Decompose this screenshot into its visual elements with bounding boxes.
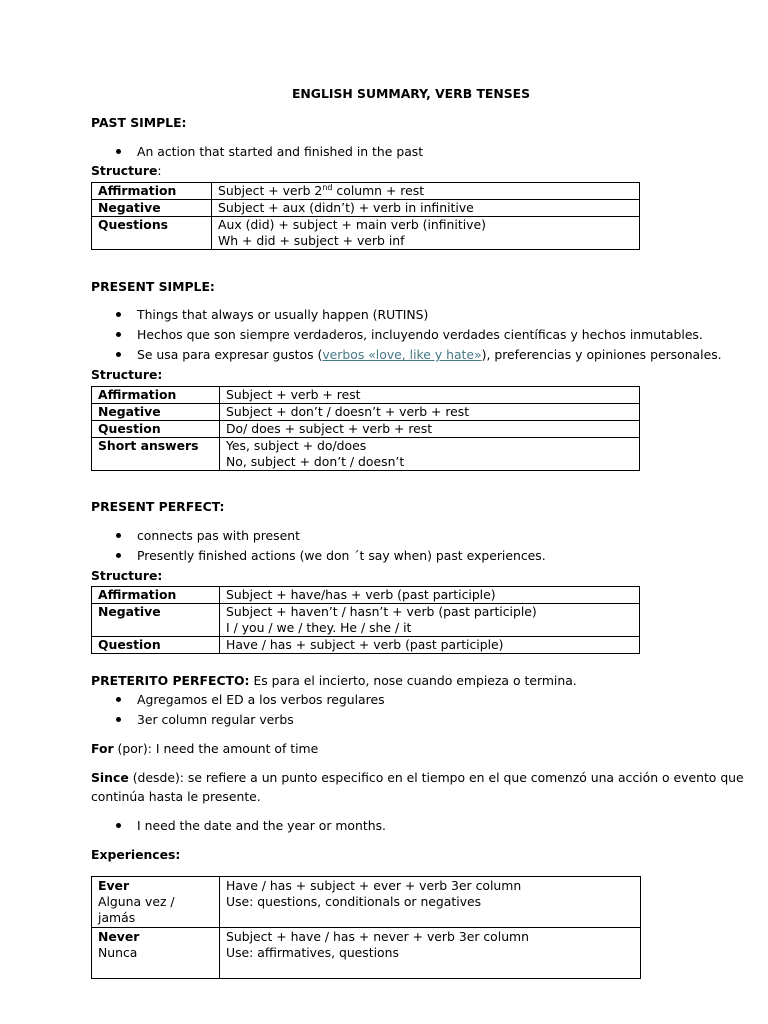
document-title: ENGLISH SUMMARY, VERB TENSES	[291, 86, 531, 101]
table-row	[92, 404, 640, 421]
table-row	[92, 637, 640, 654]
present-simple-heading: PRESENT SIMPLE:	[91, 279, 215, 294]
preterito-perfecto-label: PRETERITO PERFECTO:	[91, 673, 250, 688]
table-row	[92, 928, 641, 979]
affirmation-text-rest: column + rest	[332, 183, 425, 198]
row-label: Negative	[98, 404, 161, 419]
for-text: (por): I need the amount of time	[113, 741, 319, 756]
row-label: Question	[98, 637, 161, 652]
bullet-text: Se usa para expresar gustos (	[137, 347, 323, 362]
row-value-line: Yes, subject + do/does	[226, 438, 367, 453]
row-value-line: Subject + haven’t / hasn’t + verb (past participle)	[226, 604, 537, 619]
row-sublabel: Nunca	[98, 945, 138, 960]
row-value-line: Subject + have/has + verb (past participle)	[226, 587, 496, 602]
preterito-perfecto-bullets	[91, 692, 385, 732]
row-label-cell	[92, 404, 220, 421]
row-value	[220, 877, 641, 928]
list-item: Hechos que son siempre verdaderos, incluyendo verdades científicas y hechos inmutables.	[91, 327, 722, 347]
since-bullets	[91, 818, 386, 838]
row-value	[220, 587, 640, 604]
row-label: Affirmation	[98, 387, 177, 402]
table-row	[92, 877, 641, 928]
row-label-cell	[92, 387, 220, 404]
list-item: Things that always or usually happen (RUTINS)	[91, 307, 722, 327]
since-text: (desde): se refiere a un punto especifico en el tiempo en el que comenzó una acción o evento que	[128, 770, 744, 785]
row-label-cell	[92, 928, 220, 979]
row-label-cell	[92, 587, 220, 604]
row-label-cell	[92, 604, 220, 637]
row-value	[212, 217, 640, 250]
row-value-line: Have / has + subject + ever + verb 3er column	[226, 878, 522, 893]
row-value-line: No, subject + don’t / doesn’t	[226, 454, 405, 469]
since-line-2: continúa hasta le presente.	[91, 789, 261, 804]
superscript: nd	[322, 182, 333, 192]
row-value-line: Subject + verb + rest	[226, 387, 361, 402]
row-value	[220, 928, 641, 979]
present-simple-structure-label: Structure:	[91, 367, 163, 382]
row-value-line: Subject + don’t / doesn’t + verb + rest	[226, 404, 470, 419]
row-value-line: Do/ does + subject + verb + rest	[226, 421, 433, 436]
row-label: Question	[98, 421, 161, 436]
row-value-line: Use: affirmatives, questions	[226, 945, 399, 960]
table-row	[92, 421, 640, 438]
row-value	[220, 637, 640, 654]
past-simple-heading: PAST SIMPLE:	[91, 115, 187, 130]
row-label-cell	[92, 421, 220, 438]
row-label-cell	[92, 877, 220, 928]
row-value	[220, 404, 640, 421]
row-label: Negative	[98, 604, 161, 619]
list-item: Agregamos el ED a los verbos regulares	[91, 692, 385, 712]
since-label: Since	[91, 770, 129, 785]
structure-label: Structure	[91, 163, 158, 178]
preterito-perfecto-text: Es para el incierto, nose cuando empieza o termina.	[249, 673, 577, 688]
present-perfect-bullets	[91, 528, 546, 568]
experiences-heading: Experiences:	[91, 847, 181, 862]
present-simple-bullets	[91, 307, 722, 367]
for-line	[91, 741, 318, 757]
row-value-line: Use: questions, conditionals or negatives	[226, 894, 482, 909]
present-perfect-structure-label: Structure:	[91, 568, 163, 583]
table-row	[92, 217, 640, 250]
table-row	[92, 200, 640, 217]
affirmation-text: Subject + verb 2	[218, 183, 323, 198]
row-label: Affirmation	[92, 183, 212, 200]
row-label: Affirmation	[98, 587, 177, 602]
row-value: Subject + aux (didn’t) + verb in infinitive	[212, 200, 640, 217]
present-simple-table	[91, 386, 640, 471]
row-value	[220, 421, 640, 438]
questions-line: Wh + did + subject + verb inf	[218, 233, 405, 248]
row-label: Ever	[98, 878, 130, 893]
list-item	[91, 347, 722, 367]
questions-line: Aux (did) + subject + main verb (infinitive)	[218, 217, 486, 232]
table-row	[92, 183, 640, 200]
since-line	[91, 770, 744, 786]
table-row	[92, 604, 640, 637]
row-label-cell	[92, 637, 220, 654]
row-value	[220, 604, 640, 637]
list-item: Presently finished actions (we don ´t say when) past experiences.	[91, 548, 546, 568]
row-value	[220, 387, 640, 404]
row-label: Negative	[92, 200, 212, 217]
present-perfect-heading: PRESENT PERFECT:	[91, 499, 225, 514]
row-label: Questions	[92, 217, 212, 250]
row-label: Never	[98, 929, 140, 944]
bullet-text: ), preferencias y opiniones personales.	[481, 347, 722, 362]
table-row	[92, 387, 640, 404]
preterito-perfecto-line	[91, 673, 577, 689]
present-perfect-table	[91, 586, 640, 654]
row-value-line: Have / has + subject + verb (past participle)	[226, 637, 504, 652]
list-item: I need the date and the year or months.	[91, 818, 386, 838]
for-label: For	[91, 741, 114, 756]
past-simple-bullets	[91, 144, 423, 164]
past-simple-table	[91, 182, 640, 250]
verbs-link[interactable]: verbos «love, like y hate»	[322, 347, 482, 362]
row-value-line: I / you / we / they. He / she / it	[226, 620, 412, 635]
table-row	[92, 587, 640, 604]
row-sublabel: Alguna vez / jamás	[98, 894, 175, 925]
experiences-table	[91, 876, 641, 979]
row-value-line: Subject + have / has + never + verb 3er column	[226, 929, 529, 944]
row-label-cell	[92, 438, 220, 471]
past-simple-structure-label: Structure:	[91, 163, 162, 178]
list-item: 3er column regular verbs	[91, 712, 385, 732]
list-item: connects pas with present	[91, 528, 546, 548]
row-value	[212, 183, 640, 200]
list-item: An action that started and finished in the past	[91, 144, 423, 164]
table-row	[92, 438, 640, 471]
row-value	[220, 438, 640, 471]
row-label: Short answers	[98, 438, 199, 453]
